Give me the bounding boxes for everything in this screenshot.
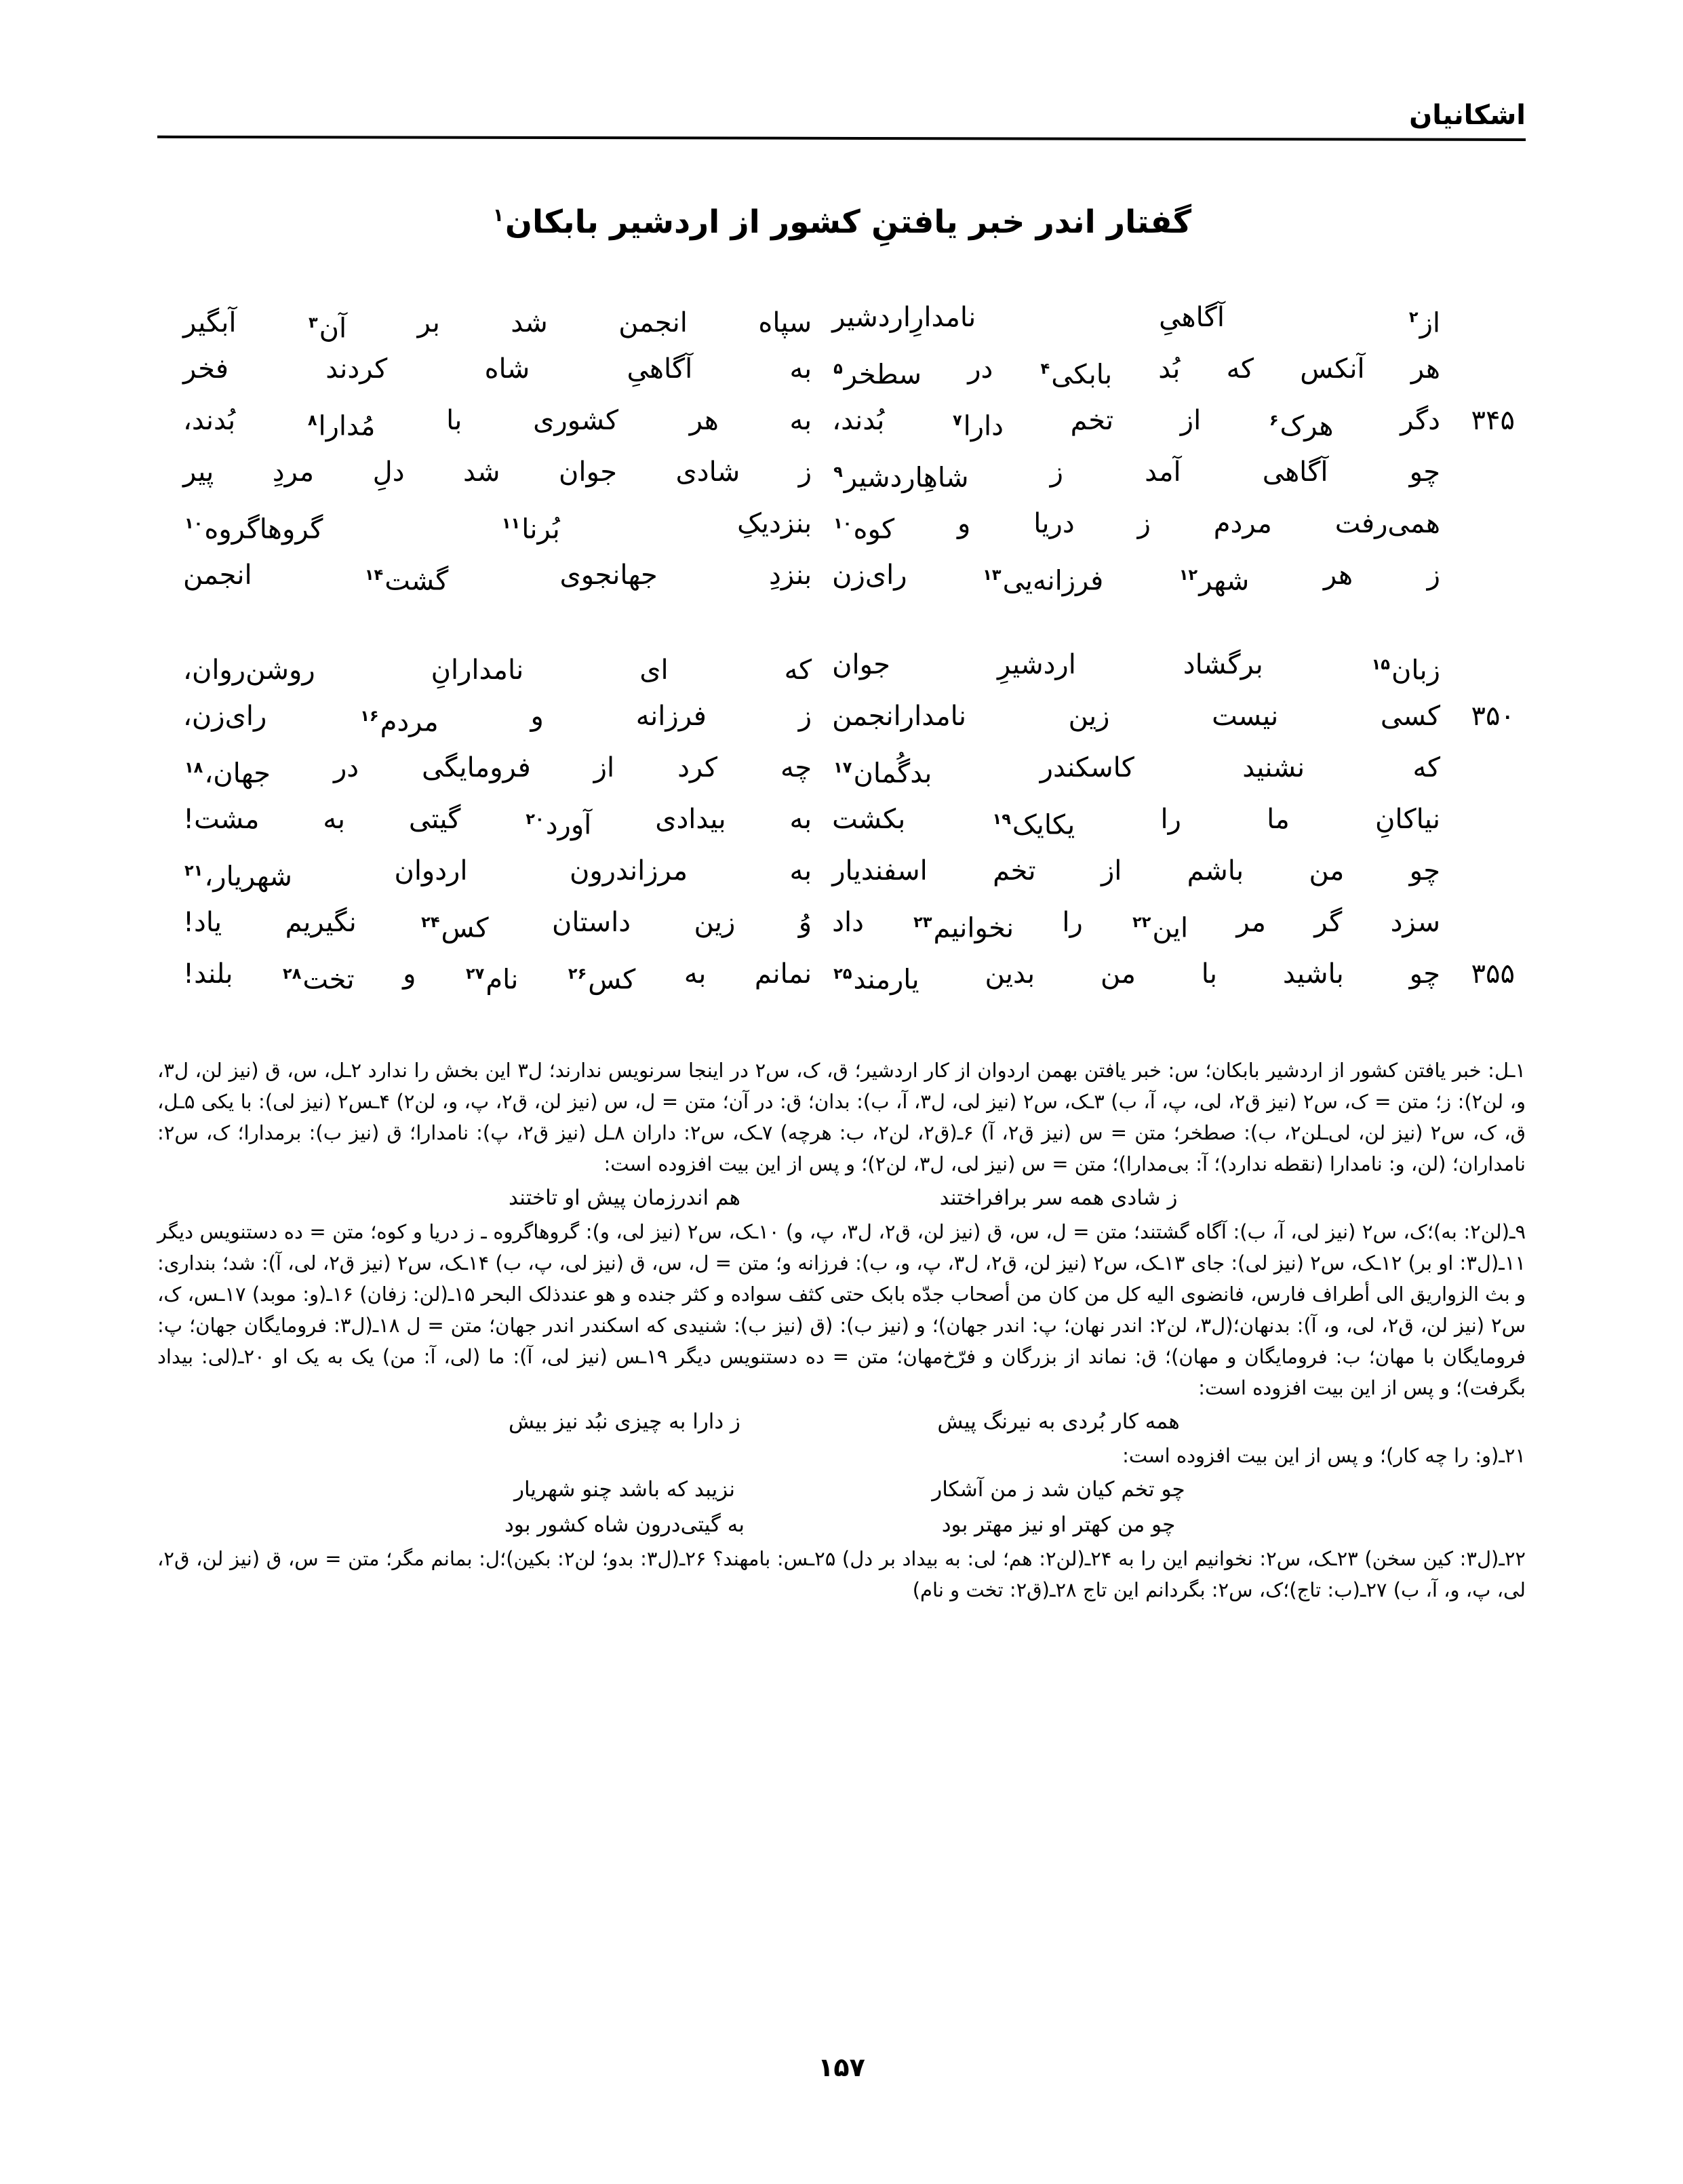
verse-line: [163, 343, 1520, 395]
verse-word: شاه: [484, 353, 530, 385]
verse-word: ز: [1427, 560, 1440, 591]
hemistich-right: [812, 742, 1520, 799]
hemistich-left: [163, 690, 812, 747]
hemistich-words: [812, 446, 1440, 503]
verse-word: نامدارِاردشیر: [832, 302, 976, 333]
verse-word: فخر: [183, 353, 229, 385]
verse-word: کرد: [677, 752, 717, 783]
apparatus-hemistich-right: ز شادی همه سر برافراختند: [939, 1186, 1178, 1210]
apparatus-note: ۹ـ(لن۲: به)؛ک، س۲ (نیز لی، آ، ب): آگاه گشتند؛ متن = ل، س، ق (نیز لن، ق۲، ل۳، پ، و) ۱۰ـک، س۲ (نیز لی، و): گروهاگروه ـ ز دریا و کوه؛ متن = ده دستنویس دیگر ۱۱ـ(ل۳: او بر) ۱۲ـک، س۲ (نیز لی): جای ۱۳ـک، س۲ (نیز لن، ق۲، ل۳، پ، و، ب): فرزانه و؛ متن = ل، س، ق (نیز لی، پ، ب) ۱۴ـک، س۲ (نیز ق۲، لی، آ): شد؛ بنداری: و بث الزواریق الی أطراف فارس، فانضوی الیه کل من کان من أصحاب جدّه بابک حتی کثف سواده و کثر جنده و هو عندذلک البحر ۱۵ـ(لن: زفان) ۱۶ـ(و: موبد) ۱۷ـس، ک، س۲ (نیز لن، ق۲، لی، و، آ): بدنهان؛(ل۳، لن۲: اندر نهان؛ پ: اندر جهان)؛ و (نیز ب): (ق (نیز ب): شنیدی که اسکندر اندر جهان؛ متن = ل ۱۸ـ(ل۳: فرومایگان جهان؛ پ: فرومایگان با مهان؛ ب: فرومایگان و مهان)؛ ق: نماند از بزرگان و فرّخ‌مهان؛ متن = ده دستنویس دیگر ۱۹ـس (نیز لی، آ): ما (لی، آ: من) یک به یک او ۲۰ـ(لی: بیداد بگرفت)؛ و پس از این بیت افزوده است:: [157, 1220, 1526, 1399]
verse-number: ۳۵۰: [1471, 701, 1515, 732]
verse-word: فرزانه: [635, 701, 707, 732]
footnote-marker: ۲۱: [184, 862, 203, 880]
verse-word: اسفندیار: [832, 855, 928, 886]
hemistich-right: [812, 897, 1520, 954]
verse-line: [163, 549, 1520, 601]
footnote-marker: ۷: [952, 412, 962, 429]
verse-block: [163, 639, 1520, 1000]
hemistich-words: [812, 845, 1440, 897]
footnote-marker: ۱۲: [1179, 566, 1198, 584]
verse-word: گر: [1314, 907, 1343, 938]
hemistich-words: [163, 446, 812, 498]
hemistich-words: [163, 395, 812, 452]
footnote-marker: ۲۵: [833, 965, 852, 983]
verse-word: نگیریم: [285, 907, 357, 938]
verse-block: [163, 292, 1520, 601]
running-head: اشکانیان: [1409, 100, 1526, 131]
verse-word: جهان،$^{۱۸}$: [184, 758, 271, 789]
verse-word: سزد: [1390, 907, 1440, 938]
verse-word: داستان: [551, 907, 631, 938]
verse-word: بُدند،: [183, 405, 236, 436]
verse-word: این$^{۲۲}$: [1132, 912, 1189, 944]
verse-line: [163, 845, 1520, 897]
verse-word: آنکس: [1300, 353, 1365, 385]
verse-line: [163, 498, 1520, 549]
verse-line: [163, 292, 1520, 343]
verse-word: بُرنا$^{۱۱}$: [501, 513, 560, 545]
running-head-area: [157, 102, 1526, 141]
hemistich-words: [812, 897, 1440, 954]
verse-word: من: [1101, 958, 1136, 990]
hemistich-words: [163, 549, 812, 606]
verse-word: باشید: [1282, 958, 1344, 990]
verse-word: ز: [1050, 456, 1063, 488]
footnote-marker: ۱۱: [501, 515, 521, 532]
verse-word: از$^۲$: [1408, 307, 1440, 339]
verse-word: با: [446, 405, 462, 436]
hemistich-words: [812, 498, 1440, 555]
verse-word: دلِ: [372, 456, 405, 488]
hemistich-right: [812, 845, 1520, 897]
footnote-marker: ۸: [307, 412, 317, 429]
verse-word: نیاکانِ: [1375, 804, 1440, 835]
page-number: ۱۵۷: [818, 2052, 865, 2082]
verse-word: کس$^{۲۴}$: [421, 912, 489, 944]
verse-word: کشوری: [533, 405, 619, 436]
hemistich-left: [163, 794, 812, 851]
verse-word: آگاهی: [1262, 456, 1328, 488]
verse-word: از: [1101, 855, 1122, 886]
verse-word: به: [789, 405, 812, 436]
hemistich-words: [812, 948, 1440, 1005]
verse-word: تخم: [1070, 405, 1114, 436]
verse-word: رای‌زن: [832, 560, 907, 591]
verse-word: که: [1412, 752, 1440, 783]
footnote-marker: ۵: [833, 360, 843, 378]
verse-word: کس$^{۲۶}$: [568, 964, 636, 996]
verse-word: جهانجوی: [559, 560, 658, 591]
verse-word: به: [323, 804, 345, 835]
hemistich-right: [812, 343, 1520, 400]
verse-word: در: [968, 353, 993, 385]
apparatus-verse-line: [157, 1181, 1526, 1215]
footnote-marker: ۲: [1408, 309, 1419, 326]
footnote-marker: ۳: [308, 314, 318, 332]
verse-word: جوان: [832, 649, 891, 680]
hemistich-words: [163, 794, 812, 851]
verse-word: نام$^{۲۷}$: [465, 964, 519, 996]
hemistich-words: [812, 742, 1440, 799]
verse-line: [163, 395, 1520, 446]
section-title: [157, 203, 1526, 241]
verse-word: بنزدیکِ: [737, 508, 812, 539]
footnote-marker: ۲۰: [526, 811, 544, 828]
hemistich-right: [812, 690, 1520, 742]
footnote-marker: ۱۶: [360, 707, 379, 725]
verse-word: تخت$^{۲۸}$: [283, 964, 355, 996]
hemistich-words: [812, 395, 1440, 452]
verse-word: نشنید: [1242, 752, 1305, 783]
verse-word: انجمن: [618, 307, 688, 339]
footnote-marker: ۲۷: [465, 965, 485, 983]
apparatus-hemistich-left: ز دارا به چیزی نبُد نیز بیش: [508, 1409, 741, 1434]
verse-word: به: [789, 855, 812, 886]
verse-word: که: [1226, 353, 1254, 385]
hemistich-words: [812, 639, 1440, 696]
verse-word: روشن‌روان،: [183, 655, 315, 686]
footnote-marker: ۲۳: [913, 914, 932, 931]
verse-word: به: [789, 804, 812, 835]
hemistich-words: [812, 292, 1440, 349]
footnote-marker: ۴: [1040, 360, 1050, 378]
verse-word: نمانم: [754, 958, 812, 990]
verse-word: تخم: [993, 855, 1036, 886]
critical-apparatus: [157, 1055, 1526, 1605]
footnote-marker: ۹: [833, 463, 843, 481]
verse-word: گروهاگروه$^{۱۰}$: [184, 513, 323, 545]
footnote-marker: ۱۰: [833, 515, 852, 532]
verse-word: ز: [798, 701, 812, 732]
verse-word: با: [1201, 958, 1218, 990]
verse-word: کاسکندر: [1040, 752, 1134, 783]
hemistich-right: [812, 794, 1520, 851]
verse-word: ای: [639, 655, 669, 686]
verse-word: رای‌زن،: [183, 701, 267, 732]
verse-number: ۳۴۵: [1471, 405, 1515, 436]
verse-word: یاد!: [183, 907, 222, 938]
footnote-marker: ۱۴: [364, 566, 384, 584]
hemistich-left: [163, 948, 812, 1005]
apparatus-hemistich-right: چو تخم کیان شد ز من آشکار: [932, 1477, 1185, 1502]
verse-word: گشت$^{۱۴}$: [364, 565, 449, 597]
verse-word: هر: [689, 405, 719, 436]
verse-word: و: [957, 508, 971, 539]
hemistich-right: [812, 395, 1520, 452]
verse-word: مردم$^{۱۶}$: [360, 706, 439, 738]
verse-word: هر: [1410, 353, 1440, 385]
verse-word: برگشاد: [1183, 649, 1263, 680]
footnote-marker: ۶: [1269, 412, 1279, 429]
apparatus-verse-line: [157, 1473, 1526, 1506]
footnote-marker: ۱۹: [992, 811, 1011, 828]
verse-word: مردم: [1213, 508, 1272, 539]
verse-word: چو: [1409, 958, 1440, 990]
verse-line: [163, 742, 1520, 794]
verse-word: هرک$^۶$: [1269, 410, 1334, 442]
verse-word: را: [1160, 804, 1181, 835]
hemistich-left: [163, 845, 812, 902]
verse-word: نیست: [1212, 701, 1279, 732]
footnote-marker: ۱۸: [184, 759, 203, 777]
hemistich-words: [163, 948, 812, 1005]
verse-word: ز: [1137, 508, 1151, 539]
verse-line: [163, 948, 1520, 1000]
verse-word: از: [593, 752, 615, 783]
verse-word: جوان: [559, 456, 617, 488]
verse-word: مر: [1236, 907, 1266, 938]
verse-word: چو: [1409, 456, 1440, 488]
apparatus-hemistich-left: هم اندرزمان پیش او تاختند: [509, 1186, 740, 1210]
apparatus-note: ۲۲ـ(ل۳: کین سخن) ۲۳ـک، س۲: نخوانیم این را به ۲۴ـ(لن۲: هم؛ لی: به بیداد بر دل) ۲۵ـس: بامهند؟ ۲۶ـ(ل۳: بدو؛ لن۲: بکین)؛ل: بمانم مگر؛ متن = س، ق (نیز لن، ق۲، لی، پ، و، آ، ب) ۲۷ـ(ب: تاج)؛ک، س۲: بگردانم این تاج ۲۸ـ(ق۲: تخت و نام): [157, 1547, 1526, 1601]
verse-word: کسی: [1380, 701, 1440, 732]
footnote-marker: ۱۳: [983, 566, 1002, 584]
verse-word: فرومایگی: [422, 752, 531, 783]
hemistich-words: [812, 690, 1440, 742]
verse-word: نخوانیم$^{۲۳}$: [913, 912, 1014, 944]
verse-word: بکشت: [832, 804, 906, 835]
verse-word: زین: [1068, 701, 1110, 732]
verse-word: انجمن: [183, 560, 252, 591]
verse-word: اردشیرِ: [997, 649, 1076, 680]
verse-word: به: [684, 958, 707, 990]
verse-word: زین: [694, 907, 736, 938]
hemistich-right: [812, 948, 1520, 1005]
verse-word: و: [403, 958, 416, 990]
verse-word: آبگیر: [183, 307, 237, 339]
hemistich-left: [163, 549, 812, 606]
hemistich-left: [163, 395, 812, 452]
verse-word: داد: [832, 907, 864, 938]
verse-word: بُد: [1158, 353, 1181, 385]
verse-word: شادی: [675, 456, 740, 488]
apparatus-hemistich-left: نزیبد که باشد چنو شهریار: [513, 1477, 736, 1502]
verse-word: کوه$^{۱۰}$: [833, 513, 895, 545]
verse-word: هر: [1323, 560, 1353, 591]
verse-word: اردوان: [394, 855, 468, 886]
verse-word: بنزدِ: [769, 560, 812, 591]
verse-word: شهر$^{۱۲}$: [1179, 565, 1250, 597]
footnote-marker: ۲۸: [283, 965, 302, 983]
hemistich-words: [163, 897, 812, 954]
verse-word: نامدارانِ: [431, 655, 524, 686]
hemistich-words: [812, 549, 1440, 606]
verse-word: شد: [511, 307, 548, 339]
verse-line: [163, 690, 1520, 742]
footnote-marker: ۱۵: [1371, 656, 1390, 674]
verse-word: به: [789, 353, 812, 385]
apparatus-hemistich-left: به گیتی‌درون شاه کشور بود: [504, 1513, 745, 1537]
hemistich-words: [163, 845, 812, 902]
verse-word: آمد: [1145, 456, 1181, 488]
hemistich-right: [812, 292, 1520, 349]
verse-word: سپاه: [758, 307, 812, 339]
verse-word: من: [1309, 855, 1345, 886]
verse-word: مرزاندرون: [569, 855, 688, 886]
hemistich-right: [812, 639, 1520, 696]
verse-word: دریا: [1033, 508, 1075, 539]
verse-word: فرزانه‌یی$^{۱۳}$: [983, 565, 1104, 597]
verse-word: بدین: [985, 958, 1035, 990]
apparatus-verse-line: [157, 1508, 1526, 1542]
section-title-text: گفتار اندر خبر یافتنِ کشور از اردشیر بابکان: [504, 203, 1192, 241]
hemistich-left: [163, 343, 812, 395]
verse-word: سطخر$^۵$: [833, 359, 922, 391]
hemistich-left: [163, 644, 812, 696]
verse-word: آگاهیِ: [627, 353, 693, 385]
footnote-marker: ۱۰: [184, 515, 203, 532]
hemistich-words: [812, 343, 1440, 400]
hemistich-words: [163, 742, 812, 799]
verse-word: پیر: [183, 456, 214, 488]
verse-word: وُ: [798, 907, 812, 938]
verse-word: بدگُمان$^{۱۷}$: [833, 758, 932, 789]
hemistich-left: [163, 897, 812, 954]
verse-word: ما: [1267, 804, 1290, 835]
hemistich-words: [812, 794, 1440, 851]
verse-number: ۳۵۵: [1471, 958, 1515, 990]
verse-word: بر: [417, 307, 440, 339]
verse-word: بُدند،: [832, 405, 885, 436]
hemistich-words: [163, 498, 812, 555]
hemistich-words: [163, 644, 812, 696]
verse-word: یارمند$^{۲۵}$: [833, 964, 919, 996]
hemistich-left: [163, 446, 812, 498]
hemistich-right: [812, 549, 1520, 606]
verse-word: شاهِاردشیر$^۹$: [833, 462, 969, 494]
verse-word: باشم: [1187, 855, 1244, 886]
verse-word: شهریار،$^{۲۱}$: [184, 861, 292, 893]
hemistich-left: [163, 742, 812, 799]
verse-area: [163, 292, 1520, 1038]
verse-word: مشت!: [183, 804, 260, 835]
verse-word: شد: [463, 456, 500, 488]
apparatus-note: ۱ـل: خبر یافتن کشور از اردشیر بابکان؛ س: خبر یافتن بهمن اردوان از کار اردشیر؛ ق، ک، س۲ در اینجا سرنویس ندارند؛ ل۳ این بخش را ندارد ۲ـل، س، ق (نیز لن، ل۳، و، لن۲): ز؛ متن = ک، س۲ (نیز ق۲، لی، پ، آ، ب) ۳ـک، س۲ (نیز لی، ل۳، آ، ب): بدان؛ ق: در آن؛ متن = ل، س (نیز لن، ق۲، پ، و، لن۲) ۴ـس۲ (نیز لی): با یکی ۵ـل، ق، ک، س۲ (نیز لن، لی‌ـلن۲، ب): صطخر؛ متن = س (نیز ق۲، آ) ۶ـ(ق۲، لن۲، ب: هرچه) ۷ـک، س۲: داران ۸ـل (نیز ق۲، پ): نامدارا؛ ق (نیز ب): برمدارا؛ ک، س۲: نامداران؛ (لن، و: نامدارا (نقطه ندارد)؛ آ: بی‌مدارا)؛ متن = س (نیز لی، ل۳، لن۲)؛ و پس از این بیت افزوده است:: [157, 1059, 1526, 1175]
verse-word: دارا$^۷$: [952, 410, 1004, 442]
verse-word: آورد$^{۲۰}$: [526, 809, 592, 841]
verse-line: [163, 639, 1520, 690]
verse-word: همی‌رفت: [1334, 508, 1440, 539]
verse-word: مردِ: [272, 456, 315, 488]
verse-word: گیتی: [408, 804, 461, 835]
hemistich-words: [163, 343, 812, 395]
footnote-marker: ۲۶: [568, 965, 587, 983]
verse-word: که: [784, 655, 812, 686]
verse-word: چو: [1409, 855, 1440, 886]
verse-word: ز: [798, 456, 812, 488]
footnote-marker: ۲۲: [1132, 914, 1151, 931]
verse-word: آن$^۳$: [308, 313, 347, 345]
verse-word: کردند: [325, 353, 388, 385]
hemistich-words: [163, 690, 812, 747]
verse-line: [163, 446, 1520, 498]
section-title-footnote-marker: ۱: [492, 206, 504, 227]
apparatus-note: ۲۱ـ(و: را چه کار)؛ و پس از این بیت افزوده است:: [1122, 1444, 1526, 1467]
verse-word: بیدادی: [655, 804, 726, 835]
verse-word: مُدارا$^۸$: [307, 410, 376, 442]
hemistich-right: [812, 446, 1520, 503]
footnote-marker: ۲۴: [421, 914, 440, 931]
verse-word: چه: [780, 752, 812, 783]
verse-word: یکایک$^{۱۹}$: [992, 809, 1075, 841]
verse-word: را: [1062, 907, 1083, 938]
apparatus-hemistich-right: همه کار بُردی به نیرنگ پیش: [937, 1409, 1180, 1434]
verse-word: دگر: [1400, 405, 1440, 436]
verse-word: و: [530, 701, 544, 732]
apparatus-verse-line: [157, 1405, 1526, 1439]
footnote-marker: ۱۷: [833, 759, 852, 777]
apparatus-hemistich-right: چو من کهتر او نیز مهتر بود: [941, 1513, 1176, 1537]
verse-word: بابکی$^۴$: [1040, 359, 1113, 391]
verse-line: [163, 794, 1520, 845]
verse-word: بلند!: [183, 958, 233, 990]
verse-word: زبان$^{۱۵}$: [1371, 655, 1440, 686]
verse-word: نامدارانجمن: [832, 701, 966, 732]
hemistich-left: [163, 498, 812, 555]
verse-line: [163, 897, 1520, 948]
hemistich-right: [812, 498, 1520, 555]
verse-word: از: [1180, 405, 1202, 436]
verse-word: آگاهیِ: [1159, 302, 1225, 333]
verse-word: در: [333, 752, 359, 783]
